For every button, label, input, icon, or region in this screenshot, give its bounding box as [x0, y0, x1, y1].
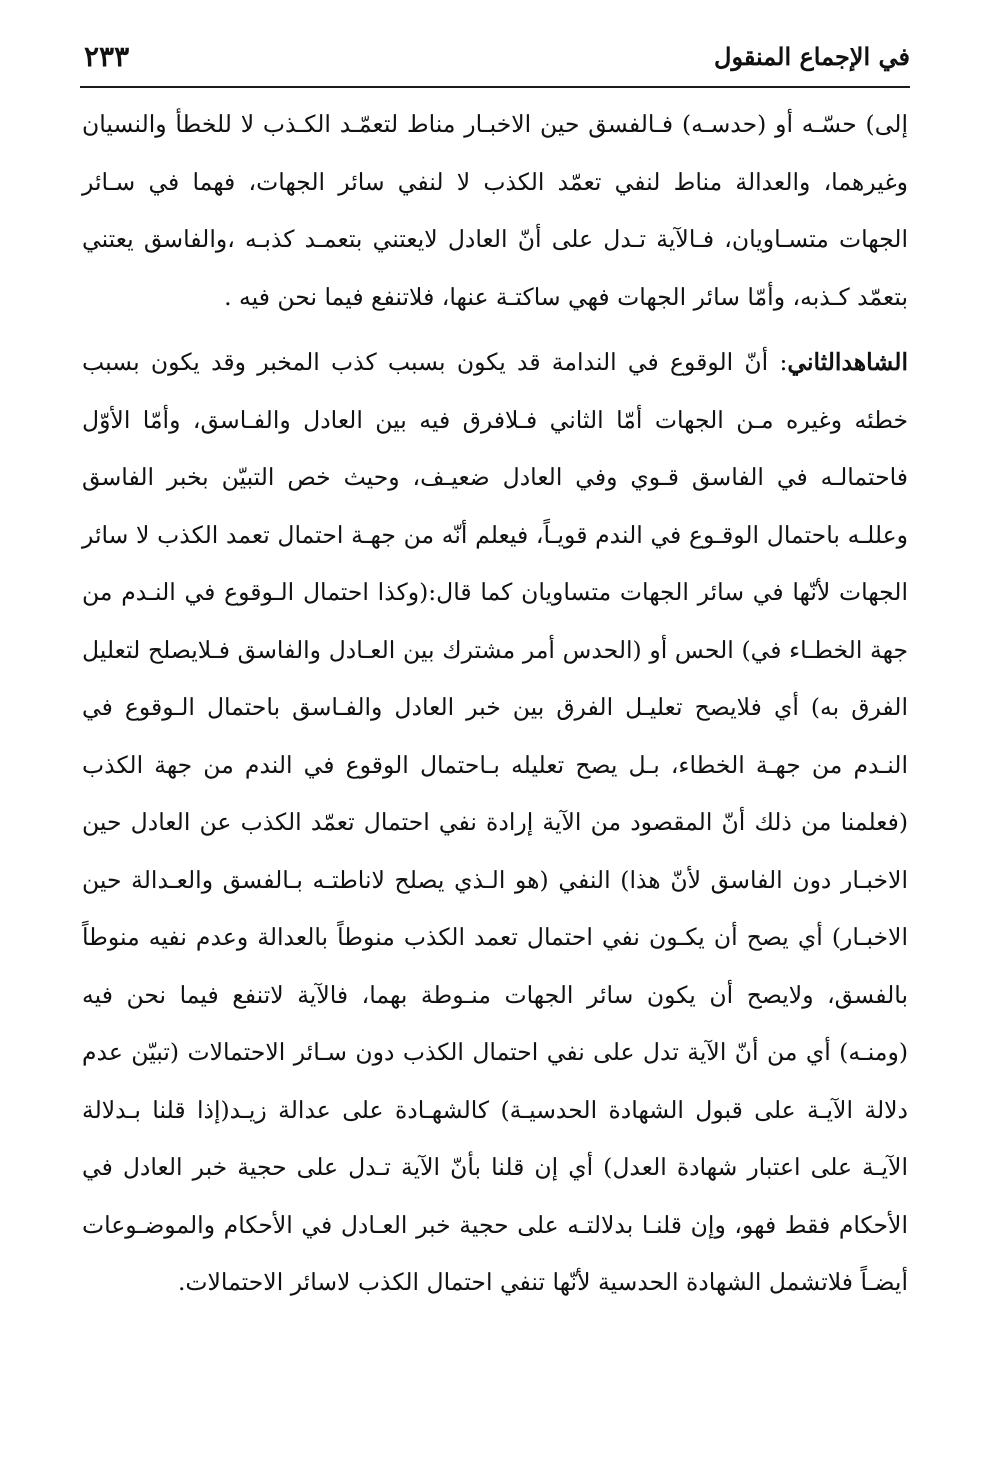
- header-divider: [80, 86, 910, 88]
- body-text: [82, 96, 908, 1312]
- page-number: ٢٣٣: [84, 40, 130, 73]
- running-title: في الإجماع المنقول: [714, 42, 910, 71]
- paragraph-1: إلى) حسّـه أو (حدسـه) فـالفسق حين الاخبـار مناط لتعمّـد الكـذب لا للخطأ والنسيان وغيرهما، والعدالة مناط لنفي تعمّد الكذب لا لنفي سائر الجهات، فهما في سـائر الجهات متسـاويان، فـالآية تـدل على أنّ العادل لايعتني بتعمـد كذبـه ،والفاسق يعتني بتعمّد كـذبه، وأمّا سائر الجهات فهي ساكتـة عنها، فلاتنفع فيما نحن فيه .: [82, 110, 908, 311]
- paragraph-2: [82, 334, 908, 1312]
- second-witness-label: الشاهدالثاني: [787, 348, 908, 376]
- page-header: [80, 38, 910, 84]
- paragraph-2-text: : أنّ الوقوع في الندامة قد يكون بسبب كذب المخبر وقد يكون بسبب خطئه وغيره مـن الجهات أمّا الثاني فـلافرق فيه بين العادل والفـاسق، وأمّا الأوّل فاحتمالـه في الفاسق قـوي وفي العادل ضعيـف، وحيث خص التبيّن بخبر الفاسق وعللـه باحتمال الوقـوع في الندم قويـاً، فيعلم أنّه من جهـة احتمال تعمد الكذب لا سائر الجهات لأنّها في سائر الجهات متساويان كما قال:(وكذا احتمال الـوقوع في النـدم من جهة الخطـاء في) الحس أو (الحدس أمر مشترك بين العـادل والفاسق فـلايصلح لتعليل الفرق به) أي فلايصح تعليـل الفرق بين خبر العادل والفـاسق باحتمال الـوقوع في النـدم من جهـة الخطاء، بـل يصح تعليله بـاحتمال الوقوع في الندم من جهة الكذب (فعلمنا من ذلك أنّ المقصود من الآية إرادة نفي احتمال تعمّد الكذب عن العادل حين الاخبـار دون الفاسق لأنّ هذا) النفي (هو الـذي يصلح لاناطتـه بـالفسق والعـدالة حين الاخبـار) أي يصح أن يكـون نفي احتمال تعمد الكذب منوطاً بالعدالة وعدم نفيه منوطاً بالفسق، ولايصح أن يكون سائر الجهات منـوطة بهما، فالآية لاتنفع فيما نحن فيه (ومنـه) أي من أنّ الآية تدل على نفي احتمال الكذب دون سـائر الاحتمالات (تبيّن عدم دلالة الآيـة على قبول الشهادة الحدسيـة) كالشهـادة على عدالة زيـد(إذا قلنا بـدلالة الآيـة على اعتبار شهادة العدل) أي إن قلنا بأنّ الآية تـدل على حجية خبر العادل في الأحكام فقط فهو، وإن قلنـا بدلالتـه على حجية خبر العـادل في الأحكام والموضـوعات أيضـاً فلاتشمل الشهادة الحدسية لأنّها تنفي احتمال الكذب لاسائر الاحتمالات.: [82, 348, 908, 1296]
